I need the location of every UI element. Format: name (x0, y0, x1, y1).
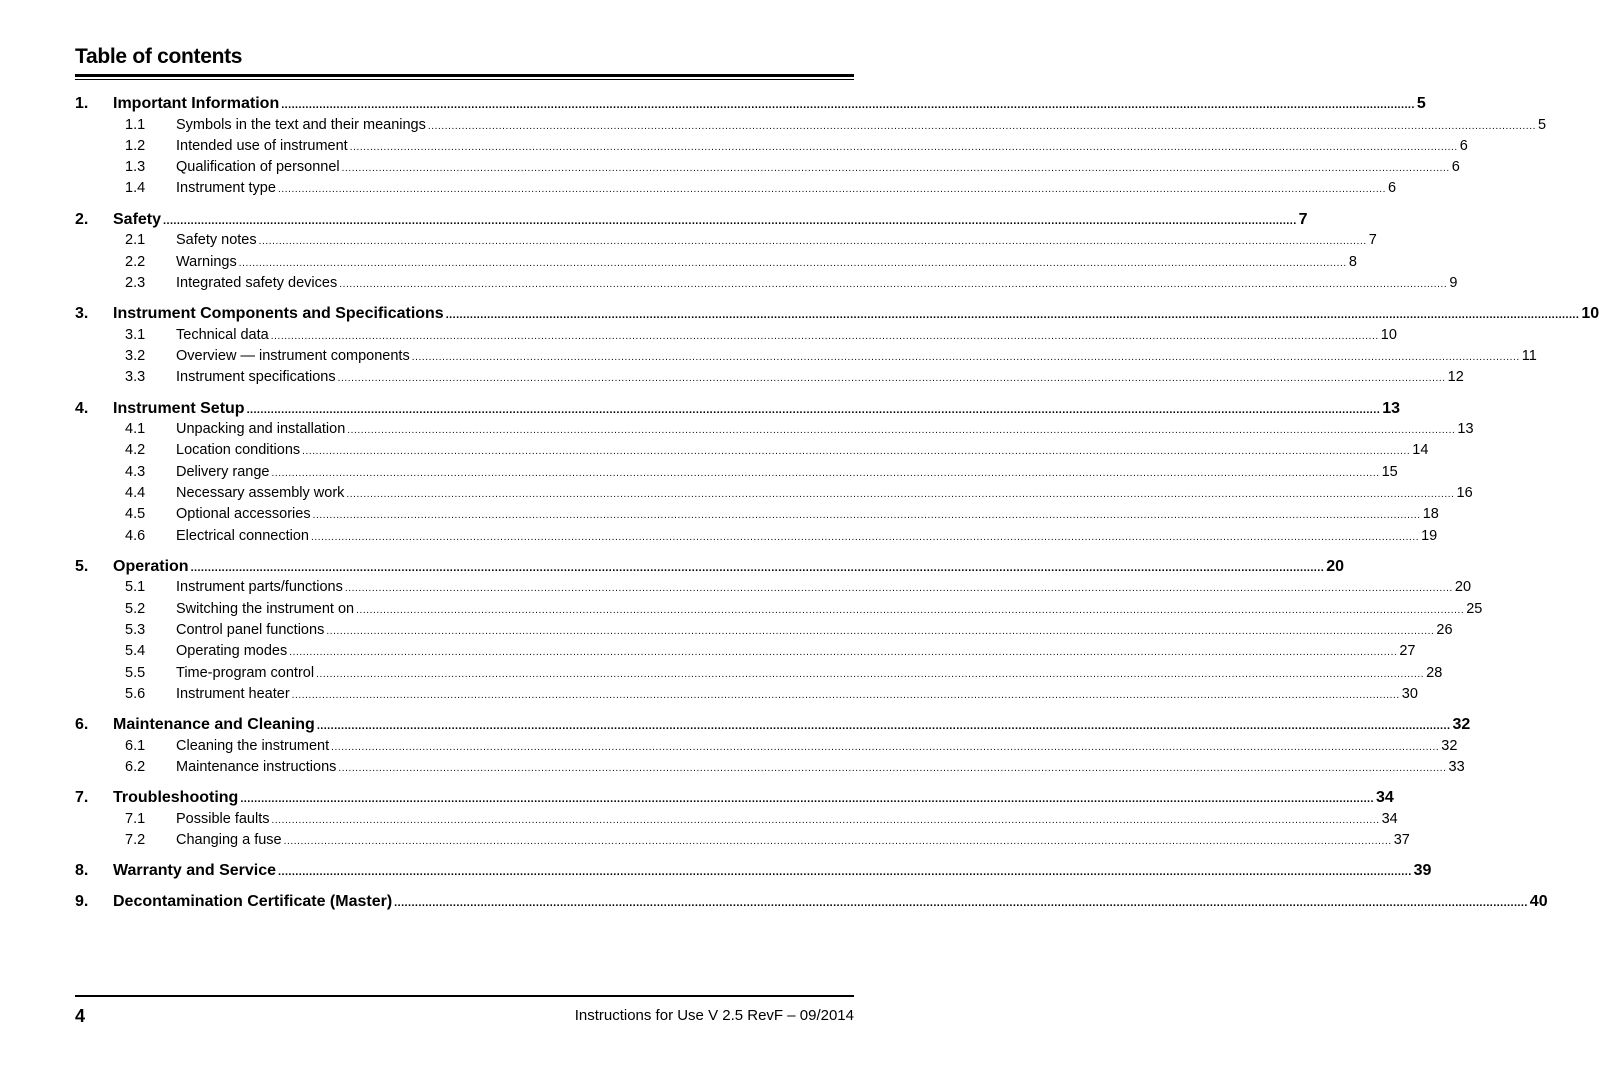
toc-chapter-title: Instrument Components and Specifications (113, 305, 444, 323)
toc-section-title: Control panel functions (176, 621, 325, 638)
toc-section-title: Qualification of personnel (176, 159, 340, 176)
toc-chapter[interactable] (75, 862, 1432, 882)
toc-chapter-title: Safety (113, 210, 162, 228)
dot-leader: ........................................................................................................................................................................................................................................................................................................................................ (312, 510, 1421, 522)
toc-section-page: 6 (1459, 137, 1468, 154)
toc-section[interactable] (75, 685, 1418, 705)
toc-chapter-page: 39 (1413, 862, 1432, 880)
toc-section[interactable] (75, 180, 1397, 199)
toc-chapter-title: Troubleshooting (113, 789, 239, 807)
toc-section-page: 16 (1456, 484, 1473, 501)
toc-section-page: 25 (1466, 600, 1483, 617)
toc-chapter-page: 10 (1581, 305, 1599, 323)
toc-section[interactable] (75, 369, 1464, 388)
dot-leader: ........................................................................................................................................................................................................................................................................................................................................ (289, 647, 1398, 659)
toc-chapter-number: 3. (75, 305, 89, 323)
toc-chapter[interactable] (75, 95, 1426, 115)
toc-section[interactable] (75, 116, 1547, 136)
toc-section-page: 11 (1521, 347, 1537, 364)
toc-section[interactable] (75, 664, 1443, 684)
dot-leader: ........................................................................................................................................................................................................................................................................................................................................ (302, 446, 1411, 458)
toc-section-title: Electrical connection (176, 527, 309, 544)
toc-section-title: Time-program control (176, 664, 315, 681)
toc-chapter[interactable] (75, 892, 1548, 913)
dot-leader: ........................................................................................................................................................................................................................................................................................................................................ (270, 330, 1379, 342)
dot-leader: ........................................................................................................................................................................................................................................................................................................................................ (316, 720, 1451, 733)
toc-chapter-number: 9. (75, 892, 89, 910)
dot-leader: ........................................................................................................................................................................................................................................................................................................................................ (337, 373, 1446, 385)
toc-section-page: 37 (1393, 832, 1410, 848)
toc-section-number: 6.2 (125, 758, 146, 775)
dot-leader: ........................................................................................................................................................................................................................................................................................................................................ (258, 236, 1367, 248)
toc-section-number: 5.6 (125, 685, 146, 702)
dot-leader: ........................................................................................................................................................................................................................................................................................................................................ (356, 604, 1465, 616)
toc-section[interactable] (75, 579, 1472, 598)
toc-section-number: 2.1 (125, 232, 146, 249)
toc-chapter-page: 20 (1326, 557, 1344, 575)
toc-chapter-number: 8. (75, 862, 89, 880)
toc-section-number: 6.1 (125, 737, 146, 754)
dot-leader: ........................................................................................................................................................................................................................................................................................................................................ (163, 214, 1297, 227)
title-rule-thick (75, 74, 854, 77)
toc-section[interactable] (75, 621, 1453, 641)
toc-section[interactable] (75, 253, 1357, 273)
toc-chapter-page: 32 (1452, 716, 1471, 734)
dot-leader: ........................................................................................................................................................................................................................................................................................................................................ (240, 793, 1374, 806)
toc-chapter-page: 34 (1375, 789, 1394, 807)
toc-section-title: Integrated safety devices (176, 274, 338, 291)
toc-section-number: 7.1 (125, 810, 146, 827)
toc-section-number: 5.1 (125, 579, 146, 596)
dot-leader: ........................................................................................................................................................................................................................................................................................................................................ (331, 741, 1440, 753)
toc-section-title: Instrument type (176, 180, 276, 197)
footer-rule (75, 995, 854, 997)
toc-section-number: 1.1 (125, 116, 146, 133)
toc-section[interactable] (75, 442, 1429, 461)
toc-chapter-number: 2. (75, 210, 89, 228)
dot-leader: ........................................................................................................................................................................................................................................................................................................................................ (291, 689, 1400, 701)
document-version: Instructions for Use V 2.5 RevF – 09/2014 (574, 1007, 854, 1024)
toc-section-number: 4.1 (125, 421, 146, 437)
toc-section-title: Symbols in the text and their meanings (176, 116, 426, 133)
toc-section-page: 30 (1401, 685, 1418, 702)
toc-section-page: 6 (1451, 159, 1460, 176)
toc-chapter-title: Instrument Setup (113, 399, 245, 417)
toc-section-page: 10 (1380, 326, 1397, 343)
toc-chapter-number: 5. (75, 557, 89, 575)
toc-section-number: 4.5 (125, 506, 146, 523)
toc-chapter[interactable] (75, 716, 1471, 736)
toc-chapter-number: 4. (75, 399, 89, 417)
toc-section-page: 19 (1421, 527, 1438, 544)
toc-section-number: 2.3 (125, 274, 146, 291)
toc-section-title: Delivery range (176, 463, 270, 480)
toc-section-title: Switching the instrument on (176, 600, 355, 617)
toc-section-title: Changing a fuse (176, 832, 282, 848)
dot-leader: ........................................................................................................................................................................................................................................................................................................................................ (246, 403, 1381, 416)
toc-section-title: Location conditions (176, 442, 301, 459)
toc-section-number: 2.2 (125, 253, 146, 270)
toc-section-page: 8 (1348, 253, 1357, 270)
toc-chapter[interactable] (75, 305, 1599, 325)
dot-leader: ........................................................................................................................................................................................................................................................................................................................................ (411, 351, 1520, 363)
dot-leader: ........................................................................................................................................................................................................................................................................................................................................ (338, 762, 1447, 774)
toc-section-page: 20 (1454, 579, 1472, 596)
toc-section-title: Overview — instrument components (176, 347, 410, 364)
toc-section-number: 3.1 (125, 326, 146, 343)
toc-section-number: 3.2 (125, 347, 146, 364)
dot-leader: ........................................................................................................................................................................................................................................................................................................................................ (190, 561, 1325, 574)
dot-leader: ........................................................................................................................................................................................................................................................................................................................................ (349, 141, 1458, 153)
toc-section[interactable] (75, 832, 1410, 851)
toc-section-number: 4.3 (125, 463, 146, 480)
toc-section-title: Intended use of instrument (176, 137, 348, 154)
toc-chapter-page: 5 (1416, 95, 1426, 112)
dot-leader: ........................................................................................................................................................................................................................................................................................................................................ (346, 488, 1455, 500)
toc-section-title: Cleaning the instrument (176, 737, 330, 754)
dot-leader: ........................................................................................................................................................................................................................................................................................................................................ (326, 625, 1435, 637)
toc-chapter[interactable] (75, 210, 1308, 231)
toc-section-page: 15 (1381, 463, 1398, 480)
dot-leader: ........................................................................................................................................................................................................................................................................................................................................ (445, 309, 1580, 322)
toc-chapter-number: 6. (75, 716, 89, 734)
dot-leader: ........................................................................................................................................................................................................................................................................................................................................ (341, 163, 1450, 175)
dot-leader: ........................................................................................................................................................................................................................................................................................................................................ (347, 425, 1456, 436)
dot-leader: ........................................................................................................................................................................................................................................................................................................................................ (277, 184, 1387, 196)
toc-section-title: Warnings (176, 253, 237, 270)
toc-section-number: 3.3 (125, 369, 146, 386)
toc-section-page: 33 (1448, 758, 1465, 775)
toc-section-number: 5.4 (125, 643, 146, 660)
toc-section-number: 1.2 (125, 137, 146, 154)
toc-section-number: 1.4 (125, 180, 146, 197)
toc-section-page: 32 (1441, 737, 1458, 754)
toc-section-number: 4.6 (125, 527, 146, 544)
toc-section-number: 4.4 (125, 484, 146, 501)
toc-section-title: Operating modes (176, 643, 288, 660)
dot-leader: ........................................................................................................................................................................................................................................................................................................................................ (311, 531, 1420, 543)
toc-section-page: 34 (1381, 810, 1398, 827)
toc-section[interactable] (75, 506, 1439, 525)
toc-chapter-page: 13 (1382, 399, 1400, 417)
toc-section-title: Safety notes (176, 232, 257, 249)
toc-section[interactable] (75, 758, 1465, 778)
toc-chapter-number: 7. (75, 789, 89, 807)
toc-section-page: 28 (1426, 664, 1443, 681)
toc-section[interactable] (75, 232, 1377, 251)
toc-chapter[interactable] (75, 557, 1344, 578)
toc-chapter-title: Decontamination Certificate (Master) (113, 892, 393, 910)
toc-section-page: 26 (1436, 621, 1453, 638)
toc-section-title: Maintenance instructions (176, 758, 337, 775)
toc-section-page: 18 (1422, 506, 1439, 523)
title-rule-thin (75, 79, 854, 80)
toc-chapter-title: Important Information (113, 95, 280, 112)
toc-section-page: 6 (1388, 180, 1397, 197)
toc-chapter[interactable] (75, 399, 1400, 420)
toc-section[interactable] (75, 159, 1460, 178)
toc-section-number: 1.3 (125, 159, 146, 176)
dot-leader: ........................................................................................................................................................................................................................................................................................................................................ (271, 467, 1380, 479)
dot-leader: ........................................................................................................................................................................................................................................................................................................................................ (344, 583, 1453, 595)
toc-section-title: Instrument heater (176, 685, 290, 702)
toc-section[interactable] (75, 600, 1483, 620)
toc-section-page: 5 (1537, 116, 1547, 133)
toc-section[interactable] (75, 326, 1397, 346)
toc-section-title: Instrument specifications (176, 369, 336, 386)
page-number: 4 (75, 1006, 86, 1026)
toc-section[interactable] (75, 347, 1537, 367)
toc-section[interactable] (75, 737, 1458, 757)
toc-section-page: 7 (1368, 232, 1377, 249)
toc-section-number: 5.5 (125, 664, 146, 681)
toc-section-page: 9 (1449, 274, 1458, 291)
toc-chapter-page: 40 (1529, 892, 1548, 910)
toc-section-title: Optional accessories (176, 506, 311, 523)
dot-leader: ........................................................................................................................................................................................................................................................................................................................................ (278, 866, 1412, 879)
toc-chapter-number: 1. (75, 95, 89, 112)
toc-section[interactable] (75, 463, 1398, 483)
page-title: Table of contents (75, 45, 243, 68)
toc-section-number: 4.2 (125, 442, 146, 459)
dot-leader: ........................................................................................................................................................................................................................................................................................................................................ (427, 120, 1536, 132)
toc-chapter-page: 7 (1298, 210, 1308, 228)
toc-section-title: Technical data (176, 326, 269, 343)
toc-section[interactable] (75, 484, 1473, 504)
toc-section-title: Unpacking and installation (176, 421, 346, 437)
toc-chapter-title: Operation (113, 557, 189, 575)
toc-section[interactable] (75, 527, 1438, 547)
toc-section-page: 27 (1399, 643, 1416, 660)
toc-section-page: 13 (1457, 421, 1474, 437)
dot-leader: ........................................................................................................................................................................................................................................................................................................................................ (394, 896, 1528, 909)
toc-section-title: Instrument parts/functions (176, 579, 343, 596)
toc-section-number: 5.2 (125, 600, 146, 617)
toc-section-page: 12 (1447, 369, 1464, 386)
dot-leader: ........................................................................................................................................................................................................................................................................................................................................ (238, 257, 1347, 269)
toc-chapter-title: Warranty and Service (113, 862, 277, 880)
toc-section[interactable] (75, 421, 1474, 440)
toc-section-title: Necessary assembly work (176, 484, 345, 501)
toc-chapter-title: Maintenance and Cleaning (113, 716, 315, 734)
toc-section-number: 7.2 (125, 832, 146, 848)
toc-section-title: Possible faults (176, 810, 270, 827)
dot-leader: ........................................................................................................................................................................................................................................................................................................................................ (283, 836, 1392, 847)
toc-section[interactable] (75, 274, 1458, 294)
toc-section[interactable] (75, 643, 1416, 662)
dot-leader: ........................................................................................................................................................................................................................................................................................................................................ (316, 668, 1425, 680)
toc-section-page: 14 (1412, 442, 1429, 459)
dot-leader: ........................................................................................................................................................................................................................................................................................................................................ (271, 814, 1380, 826)
toc-chapter[interactable] (75, 789, 1394, 809)
toc-section[interactable] (75, 810, 1398, 830)
dot-leader: ........................................................................................................................................................................................................................................................................................................................................ (339, 278, 1448, 290)
dot-leader: ........................................................................................................................................................................................................................................................................................................................................ (281, 99, 1415, 111)
toc-section[interactable] (75, 137, 1468, 157)
toc-section-number: 5.3 (125, 621, 146, 638)
